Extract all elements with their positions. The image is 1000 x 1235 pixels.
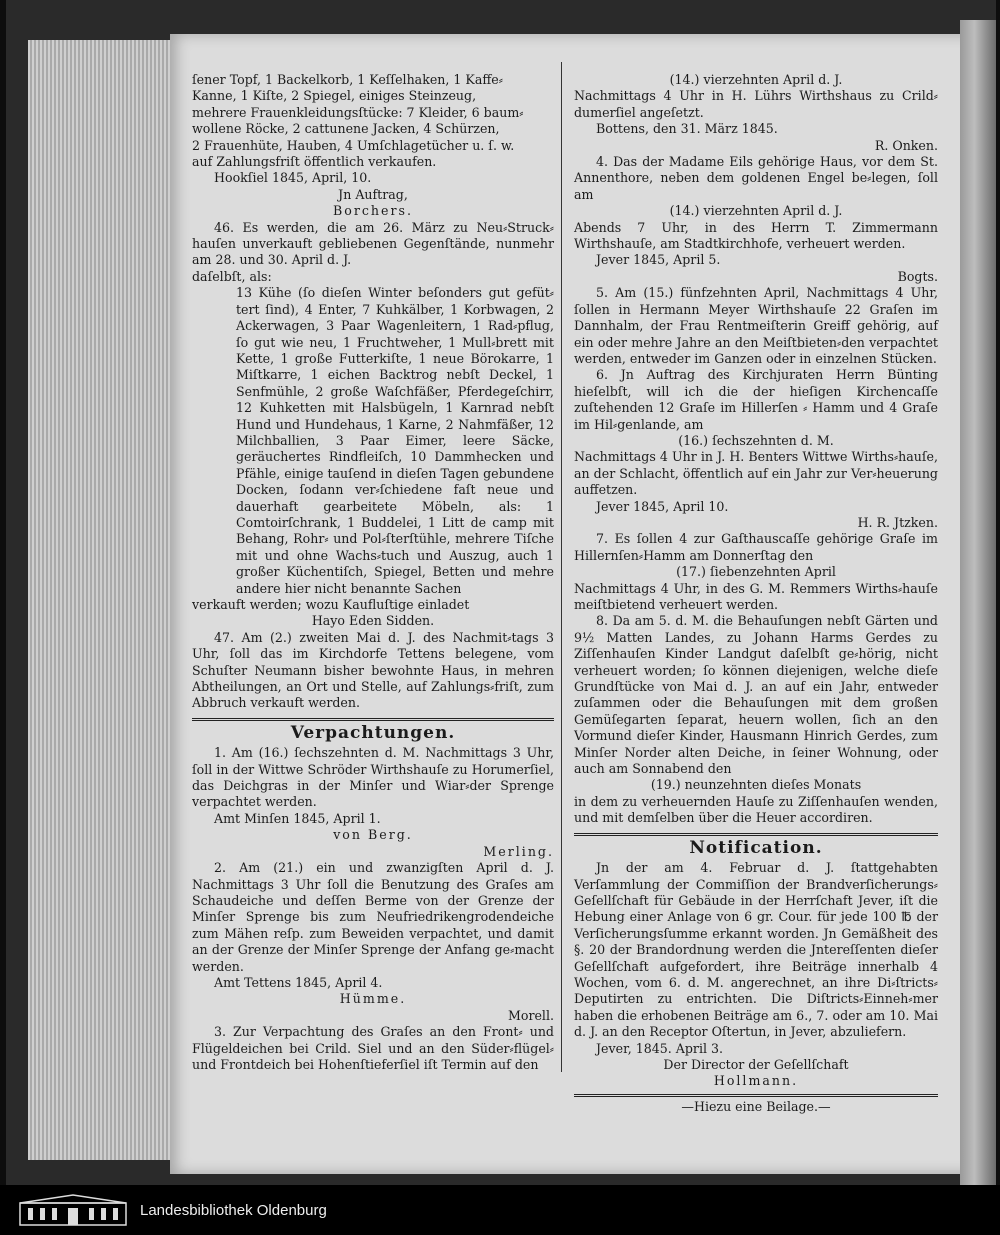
supplement-note: —Hiezu eine Beilage.— bbox=[681, 1098, 831, 1114]
date-line: (14.) vierzehnten April d. J. bbox=[669, 203, 843, 219]
paragraph: Abends 7 Uhr, in des Herrn T. Zimmermann Wirthshauſe, am Stadtkirchhofe, verheuert werden. bbox=[574, 219, 938, 252]
place-date: Amt Minſen 1845, April 1. bbox=[214, 810, 381, 826]
left-column bbox=[192, 72, 554, 1073]
notice-46: 46. Es werden, die am 26. März zu Neu⸗Struck⸗hauſen unverkauft gebliebenen Gegenſtände, nunmehr am 28. und 30. April d. J. bbox=[192, 219, 554, 268]
signature: Hayo Eden Sidden. bbox=[311, 613, 435, 629]
line: 2 Frauenhüte, Hauben, 4 Umſchlagetücher u. ſ. w. bbox=[192, 137, 515, 153]
section-rule bbox=[574, 1094, 938, 1097]
lease-1: 1. Am (16.) ſechszehnten d. M. Nachmittags 3 Uhr, ſoll in der Wittwe Schröder Wirthshauſe zu Horumerſiel, das Deichgras in der Minſer und Wiar⸗der Sprenge verpachtet werden. bbox=[192, 745, 554, 810]
page-edges bbox=[28, 40, 178, 1160]
lease-5: 5. Am (15.) fünfzehnten April, Nachmittags 4 Uhr, ſollen in Hermann Meyer Wirthshauſe 22 Graſen im Dannhalm, der Frau Rentmeiſterin Greiff gehörig, auf ein oder mehre Jahre an den Meiſtbieten⸗den verpachtet werden, entweder im Ganzen oder in einzelnen Stücken. bbox=[574, 285, 938, 366]
sold-line: verkauft werden; wozu Kaufluſtige einladet bbox=[192, 597, 470, 612]
signature: Morell. bbox=[507, 1007, 554, 1023]
column-divider bbox=[561, 62, 562, 1072]
line: ſener Topf, 1 Backelkorb, 1 Keſſelhaken, 1 Kaffe⸗ bbox=[192, 72, 503, 87]
date-line: (16.) ſechszehnten d. M. bbox=[678, 432, 834, 448]
section-heading: Notification. bbox=[689, 837, 823, 858]
item-list: 13 Kühe (ſo dieſen Winter beſonders gut gefüt⸗tert ſind), 4 Enter, 7 Kuhkälber, 1 Korbwagen, 2 Ackerwagen, 3 Paar Wagenleitern, 1 Rad⸗pflug, ſo gut wie neu, 1 Fruchtweher, 1 Mull⸗brett mit Kette, 1 große Futterkiſte, 1 neue Börokarre, 1 Miſtkarre, 1 eichen Backtrog nebſt Deckel, 1 Senfmühle, 2 große Waſchfäßer, Pferdegeſchirr, 12 Kuhketten mit Halsbügeln, 1 Karnrad nebſt Hund und Hundehaus, 1 Karne, 2 Nahmfäßer, 12 Milchballien, 3 Paar Eimer, leere Säcke, geräuchertes Rindfleiſch, 10 Dammhecken und Pfähle, einige tauſend in dieſen Tagen gebundene Docken, ſodann ver⸗ſchiedene faſt neue und dauerhaft gearbeitete Möbeln, als: 1 Comtoirſchrank, 1 Buddelei, 1 Litt de camp mit Behang, Rohr⸗ und Pol⸗ſterſtühle, mehrere Tiſche mit und ohne Wachs⸗tuch und Auszug, auch 1 großer Küchentiſch, Spiegel, Betten und mehre andere hier nicht benannte Sachen bbox=[236, 285, 554, 596]
place-date: Jever 1845, April 5. bbox=[596, 252, 721, 268]
place-date: Amt Tettens 1845, April 4. bbox=[214, 974, 383, 990]
lease-8: 8. Da am 5. d. M. die Behauſungen nebſt Gärten und 9½ Matten Landes, zu Johann Harms Gerdes zu Ziſſenhauſen Kinder Landgut daſelbſt ge⸗hörig, nicht verheuert worden; ſo können diejenigen, welche dieſe Grundſtücke von Mai d. J. an auf ein Jahr, entweder zuſammen oder die Behauſungen mit dem großen Gemüſegarten ſeparat, heuern wollen, ſich an den Vormund dieſer Kinder, Hausmann Hinrich Gerdes, zum Minſer Norder alten Deiche, in ſeiner Wohnung, oder auch am Sonnabend den bbox=[574, 613, 938, 777]
binding-edge bbox=[960, 20, 996, 1185]
paragraph: Nachmittags 4 Uhr in H. Lührs Wirthshaus zu Crild⸗dumerſiel angeſetzt. bbox=[574, 88, 938, 120]
paragraph: in dem zu verheuernden Hauſe zu Ziſſenhauſen wenden, und mit demſelben über die Heuer accordiren. bbox=[574, 793, 938, 826]
signature: Borchers. bbox=[333, 203, 413, 219]
right-column bbox=[574, 72, 938, 1115]
lease-2: 2. Am (21.) ein und zwanzigſten April d. J. Nachmittags 3 Uhr ſoll die Benutzung des Graſes am Schaudeiche und deſſen Berme von der Grenze der Minſer Sprenge bis zum Neufriedrikengrodendeiche zum Mähen reſp. zum Beweiden verpachtet, und damit an der Grenze der Minſer Sprenge der Anfang ge⸗macht werden. bbox=[192, 860, 554, 974]
date-line: (17.) ſiebenzehnten April bbox=[676, 564, 836, 580]
signature: H. R. Jtzken. bbox=[857, 514, 938, 530]
date-line: (19.) neunzehnten dieſes Monats bbox=[650, 777, 862, 793]
notice-47: 47. Am (2.) zweiten Mai d. J. des Nachmit⸗tags 3 Uhr, ſoll das im Kirchdorfe Tettens belegene, vom Schuſter Neumann bisher bewohnte Haus, in mehren Abtheilungen, an Ort und Stelle, auf Zahlungs⸗friſt, zum Abbruch verkauft werden. bbox=[192, 629, 554, 711]
place-date: Hookſiel 1845, April, 10. bbox=[214, 170, 372, 186]
line: auf Zahlungsfriſt öffentlich verkaufen. bbox=[192, 154, 437, 170]
notification-text: Jn der am 4. Februar d. J. ſtattgehabten Verſammlung der Commiſſion der Brandverſicherungs⸗Geſellſchaft für Gebäude in der Herrſchaft Jever, iſt die Hebung einer Anlage von 6 gr. Cour. für jede 100 ℔ der Verſicherungsſumme erkannt worden. Jn Gemäßheit des §. 20 der Brandordnung werden die Jntereſſenten dieſer Geſellſchaft aufgefordert, ihre Beiträge innerhalb 4 Wochen, vom 6. d. M. angerechnet, an ihre Di⸗ſtricts⸗Deputirten zu entrichten. Die Diſtricts⸗Einneh⸗mer haben die erhobenen Beiträge am 6., 7. oder am 10. Mai d. J. an den Receptor Oſtertun, in Jever, abzuliefern. bbox=[574, 860, 938, 1040]
library-building-icon bbox=[18, 1193, 128, 1227]
lease-3: 3. Zur Verpachtung des Graſes an den Front⸗ und Flügeldeichen bei Crild. Siel und an den Süder⸗flügel⸗ und Frontdeich bei Hohenſtieferſiel iſt Termin auf den bbox=[192, 1024, 554, 1072]
section-heading: Verpachtungen. bbox=[290, 722, 456, 743]
signature: Hollmann. bbox=[713, 1073, 799, 1089]
paragraph: Nachmittags 4 Uhr in J. H. Benters Wittwe Wirths⸗hauſe, an der Schlacht, öffentlich auf ein Jahr zur Ver⸗heuerung auffetzen. bbox=[574, 449, 938, 498]
place-date: Bottens, den 31. März 1845. bbox=[596, 121, 778, 137]
signature: von Berg. bbox=[333, 827, 413, 843]
place-date: Jever 1845, April 10. bbox=[596, 498, 729, 514]
library-footer bbox=[0, 1185, 1000, 1235]
lease-6: 6. Jn Auftrag des Kirchjuraten Herrn Bünting hieſelbſt, will ich die der hieſigen Kirchencaſſe zuſtehenden 12 Graſe im Hillerſen ⸗ Hamm und 4 Graſe im Hil⸗genlande, am bbox=[574, 367, 938, 432]
line: Kanne, 1 Kiſte, 2 Spiegel, einiges Steinzeug, bbox=[192, 88, 477, 104]
signature: Bogts. bbox=[897, 268, 938, 284]
signature-role: Der Director der Geſellſchaft bbox=[663, 1056, 849, 1072]
signature: R. Onken. bbox=[874, 137, 938, 153]
paragraph: Nachmittags 4 Uhr, in des G. M. Remmers Wirths⸗hauſe meiſtbietend verheuert werden. bbox=[574, 580, 938, 612]
place-date: Jever, 1845. April 3. bbox=[596, 1040, 724, 1056]
section-rule bbox=[574, 833, 938, 836]
daselbst: daſelbſt, als: bbox=[192, 268, 272, 284]
date-line: (14.) vierzehnten April d. J. bbox=[669, 72, 843, 87]
by-order: Jn Auftrag, bbox=[338, 186, 408, 202]
library-name[interactable]: Landesbibliothek Oldenburg bbox=[140, 1201, 327, 1219]
signature: Merling. bbox=[483, 843, 554, 859]
line: wollene Röcke, 2 cattunene Jacken, 4 Schürzen, bbox=[192, 121, 500, 137]
signature: Hümme. bbox=[339, 991, 407, 1007]
section-rule bbox=[192, 718, 554, 721]
lease-4: 4. Das der Madame Eils gehörige Haus, vor dem St. Annenthore, neben dem goldenen Engel be⸗legen, ſoll am bbox=[574, 154, 938, 202]
lease-7: 7. Es ſollen 4 zur Gaſthauscaſſe gehörige Graſe im Hillernſen⸗Hamm am Donnerſtag den bbox=[574, 531, 938, 563]
line: mehrere Frauenkleidungsſtücke: 7 Kleider, 6 baum⸗ bbox=[192, 104, 524, 120]
